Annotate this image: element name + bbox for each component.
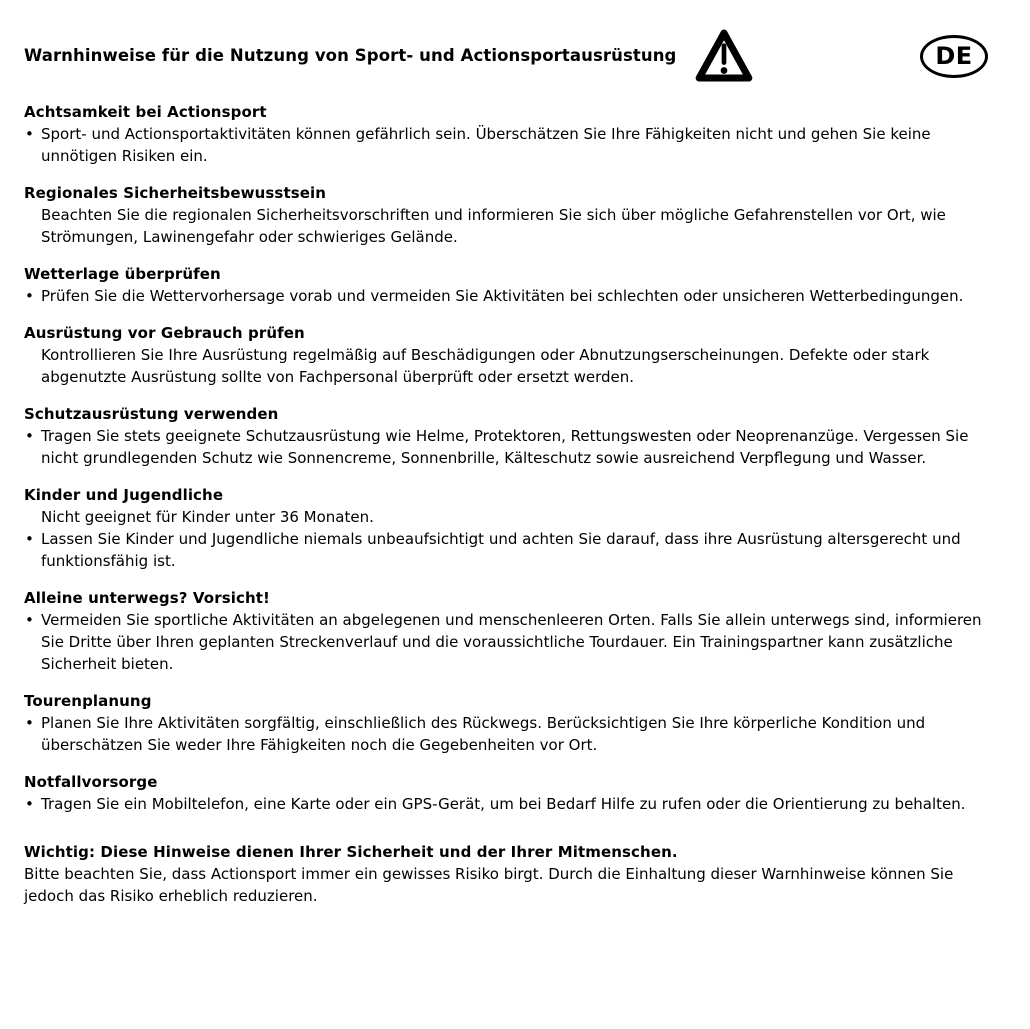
footer [0,815,1030,907]
indented-item: Nicht geeignet für Kinder unter 36 Monaten. [41,508,374,526]
indented-item: Beachten Sie die regionalen Sicherheitsvorschriften und informieren Sie sich über mögliche Gefahrenstellen vor Ort, wie Strömungen, Lawinengefahr oder schwieriges Gelände. [41,206,946,246]
warning-sections [0,86,1030,815]
warning-section [24,484,1000,572]
important-note-text: Bitte beachten Sie, dass Actionsport immer ein gewisses Risiko birgt. Durch die Einhaltung dieser Warnhinweise können Sie jedoch das Risiko erheblich reduzieren. [24,865,954,905]
warning-section [24,322,1000,388]
warning-section [24,182,1000,248]
section-heading: Alleine unterwegs? Vorsicht! [24,589,270,607]
warning-section [24,101,1000,167]
bullet-item: • Vermeiden Sie sportliche Aktivitäten an abgelegenen und menschenleeren Orten. Falls Sie allein unterwegs sind, informieren Sie Dritte über Ihren geplanten Streckenverlauf und die voraussichtliche Tourdauer. Ein Trainingspartner kann zusätzliche Sicherheit bieten. [24,609,1000,675]
indented-item: Kontrollieren Sie Ihre Ausrüstung regelmäßig auf Beschädigungen oder Abnutzungserscheinungen. Defekte oder stark abgenutzte Ausrüstung sollte von Fachpersonal überprüft oder ersetzt werden. [41,346,930,386]
page-title: Warnhinweise für die Nutzung von Sport- und Actionsportausrüstung [24,46,677,65]
warning-section [24,403,1000,469]
warning-section [24,587,1000,675]
warning-section [24,771,1000,815]
section-heading: Schutzausrüstung verwenden [24,405,279,423]
section-heading: Wetterlage überprüfen [24,265,221,283]
section-heading: Notfallvorsorge [24,773,158,791]
bullet-item: • Sport- und Actionsportaktivitäten können gefährlich sein. Überschätzen Sie Ihre Fähigkeiten nicht und gehen Sie keine unnötigen Risiken ein. [24,123,1000,167]
section-heading: Ausrüstung vor Gebrauch prüfen [24,324,305,342]
section-heading: Tourenplanung [24,692,152,710]
section-heading: Achtsamkeit bei Actionsport [24,103,267,121]
bullet-item: • Tragen Sie ein Mobiltelefon, eine Karte oder ein GPS-Gerät, um bei Bedarf Hilfe zu rufen oder die Orientierung zu behalten. [24,793,1000,815]
bullet-item: • Tragen Sie stets geeignete Schutzausrüstung wie Helme, Protektoren, Rettungswesten oder Neoprenanzüge. Vergessen Sie nicht grundlegenden Schutz wie Sonnencreme, Sonnenbrille, Kälteschutz sowie ausreichend Verpflegung und Wasser. [24,425,1000,469]
bullet-item: • Prüfen Sie die Wettervorhersage vorab und vermeiden Sie Aktivitäten bei schlechten oder unsicheren Wetterbedingungen. [24,285,1000,307]
language-badge [920,35,988,78]
warning-section [24,263,1000,307]
warning-triangle-icon [694,27,754,85]
important-note-heading: Wichtig: Diese Hinweise dienen Ihrer Sicherheit und der Ihrer Mitmenschen. [24,843,678,861]
section-heading: Kinder und Jugendliche [24,486,224,504]
warning-section [24,690,1000,756]
language-badge-label: DE [935,41,973,70]
section-heading: Regionales Sicherheitsbewusstsein [24,184,327,202]
bullet-item: • Lassen Sie Kinder und Jugendliche niemals unbeaufsichtigt und achten Sie darauf, dass ihre Ausrüstung altersgerecht und funktionsfähig ist. [24,528,1000,572]
bullet-item: • Planen Sie Ihre Aktivitäten sorgfältig, einschließlich des Rückwegs. Berücksichtigen Sie Ihre körperliche Kondition und überschätzen Sie weder Ihre Fähigkeiten noch die Gegebenheiten vor Ort. [24,712,1000,756]
header [0,0,1030,86]
